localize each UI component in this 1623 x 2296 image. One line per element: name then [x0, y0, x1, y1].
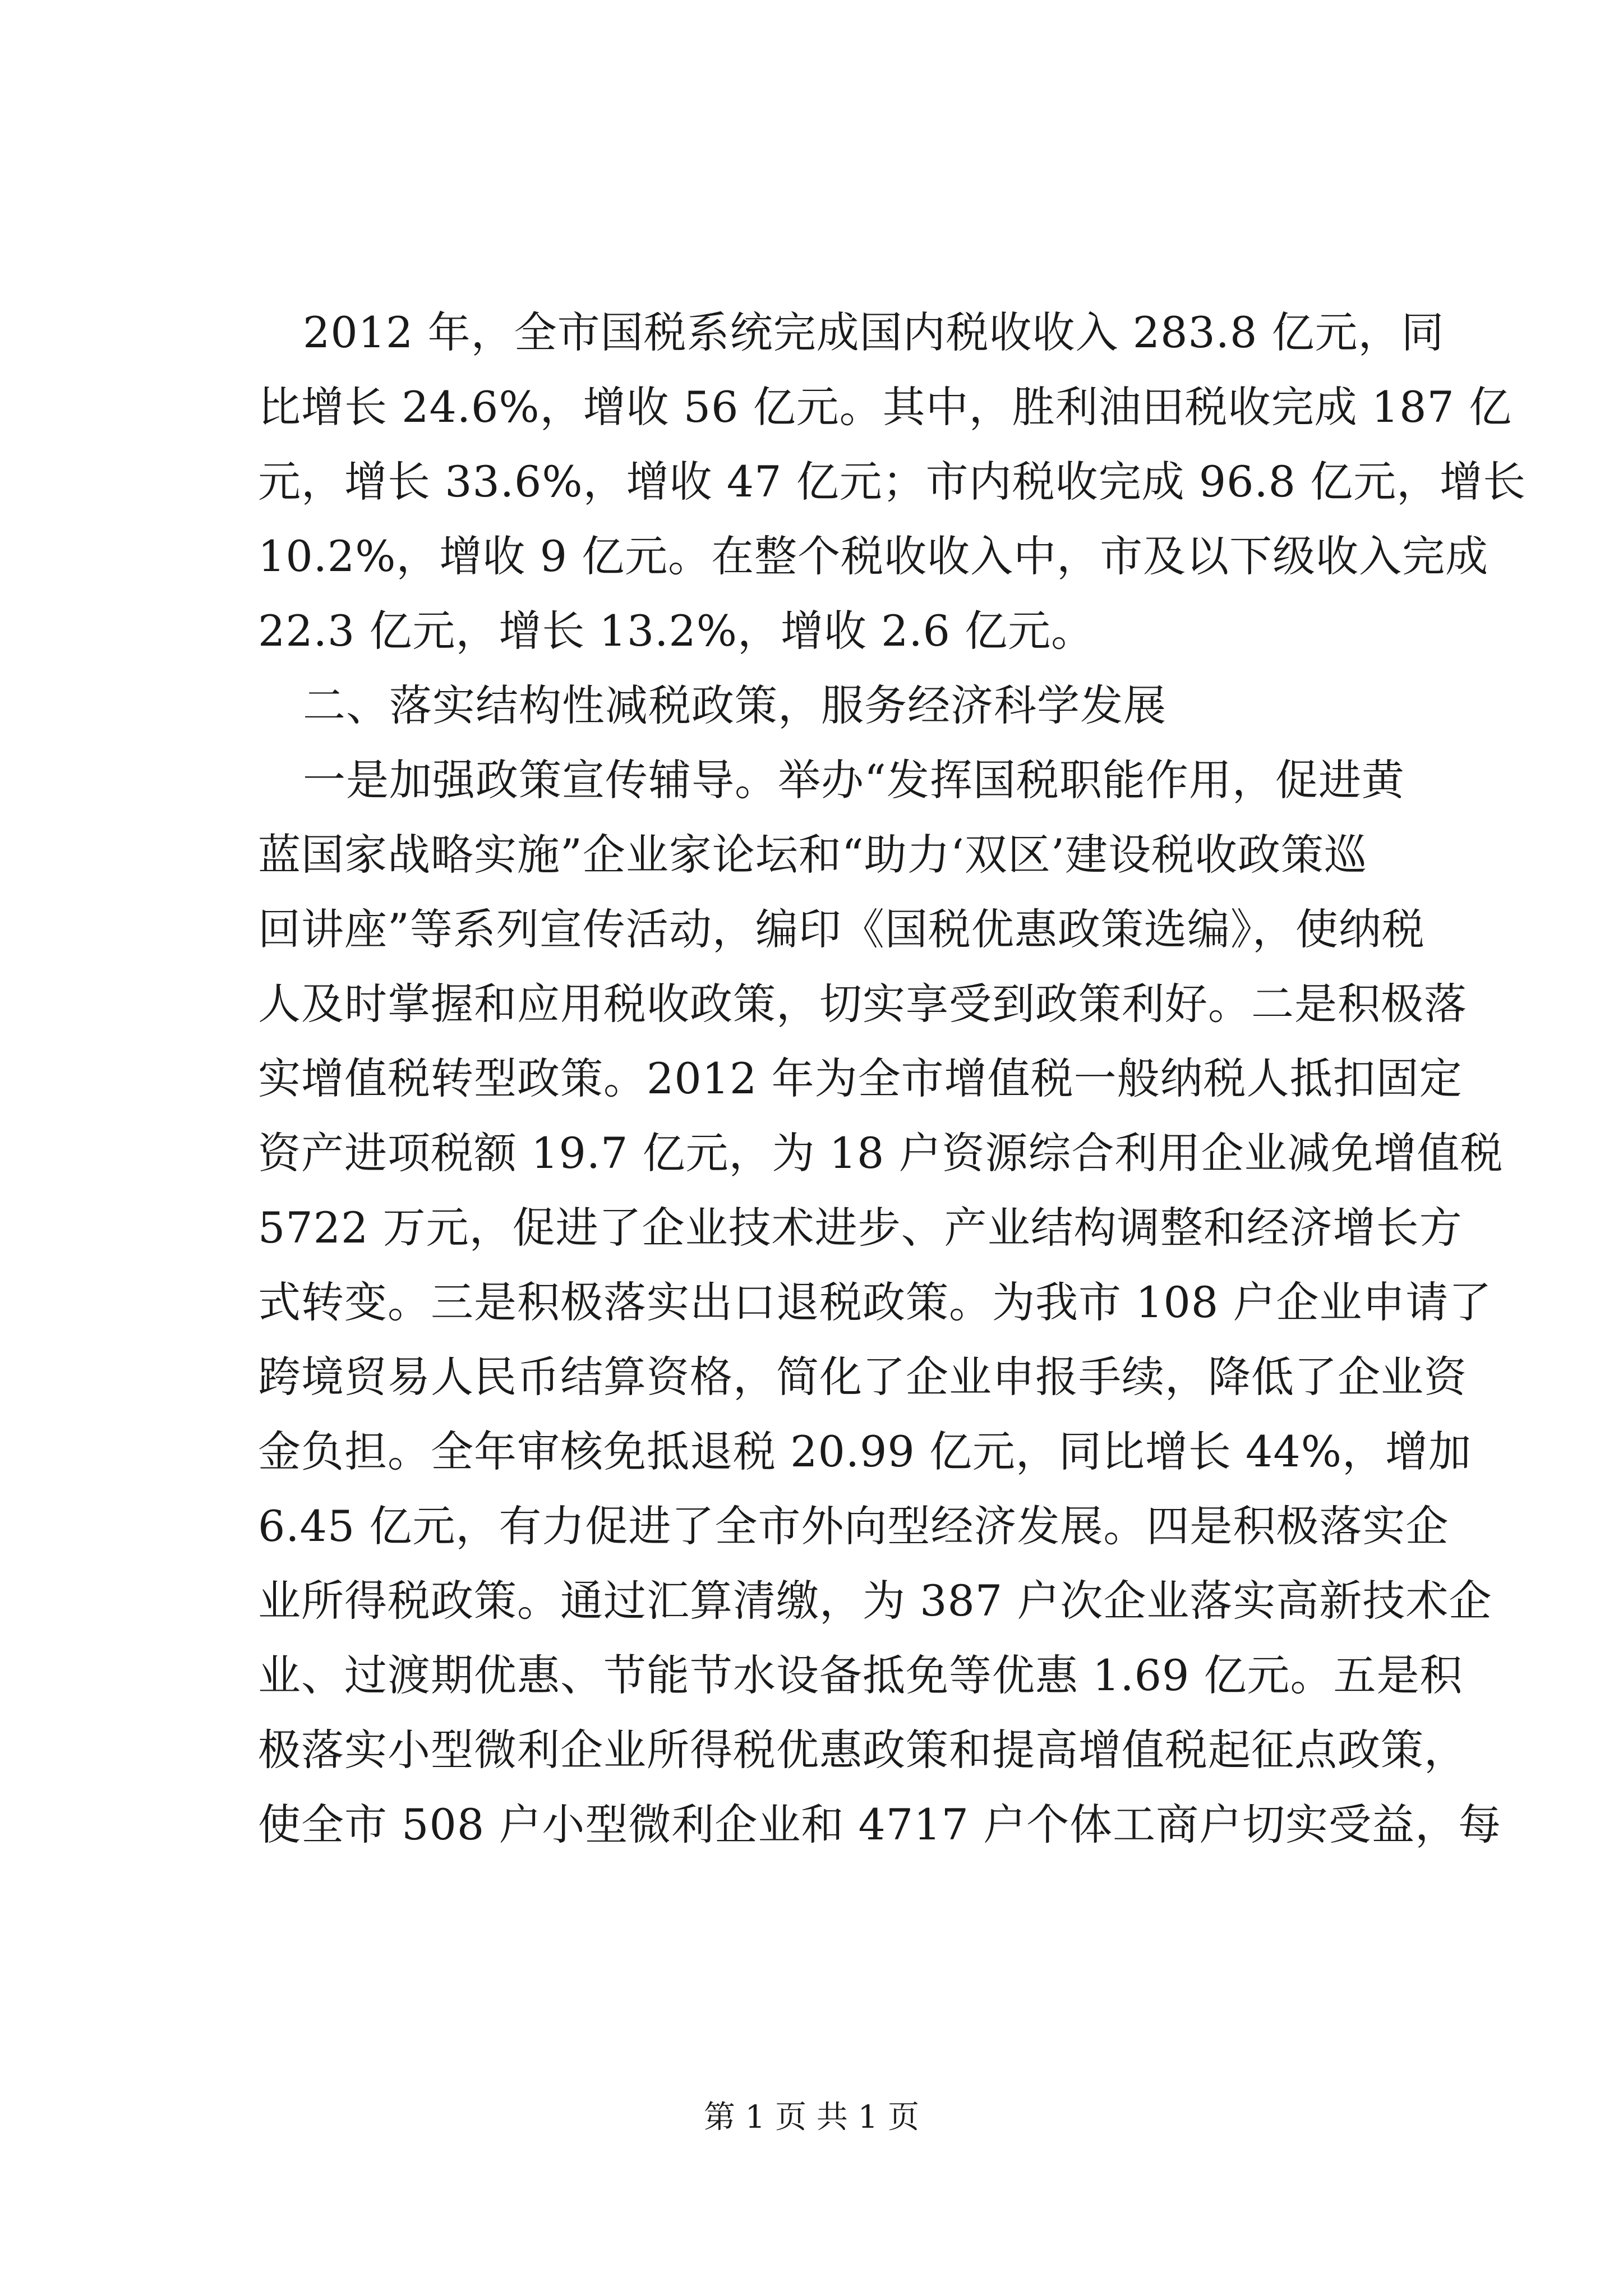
paragraph-line: 业所得税政策。通过汇算清缴，为 387 户次企业落实高新技术企 [258, 1576, 1492, 1626]
paragraph-line: 10.2%，增收 9 亿元。在整个税收收入中，市及以下级收入完成 [258, 531, 1489, 581]
paragraph-line: 回讲座”等系列宣传活动，编印《国税优惠政策选编》，使纳税 [258, 904, 1425, 954]
paragraph-line: 5722 万元，促进了企业技术进步、产业结构调整和经济增长方 [258, 1203, 1463, 1253]
paragraph-line: 金负担。全年审核免抵退税 20.99 亿元，同比增长 44%，增加 [258, 1427, 1472, 1476]
paragraph-line: 2012 年，全市国税系统完成国内税收收入 283.8 亿元，同 [303, 307, 1445, 357]
paragraph-line: 元，增长 33.6%，增收 47 亿元；市内税收完成 96.8 亿元，增长 [258, 457, 1527, 507]
paragraph-line: 资产进项税额 19.7 亿元，为 18 户资源综合利用企业减免增值税 [258, 1128, 1504, 1178]
paragraph-line: 实增值税转型政策。2012 年为全市增值税一般纳税人抵扣固定 [258, 1053, 1463, 1103]
paragraph-line: 22.3 亿元，增长 13.2%，增收 2.6 亿元。 [258, 606, 1095, 656]
paragraph-line: 比增长 24.6%，增收 56 亿元。其中，胜利油田税收完成 187 亿 [258, 382, 1512, 432]
paragraph-line: 式转变。三是积极落实出口退税政策。为我市 108 户企业申请了 [258, 1277, 1492, 1327]
paragraph-line: 业、过渡期优惠、节能节水设备抵免等优惠 1.69 亿元。五是积 [258, 1650, 1463, 1700]
paragraph-line: 极落实小型微利企业所得税优惠政策和提高增值税起征点政策， [258, 1725, 1467, 1775]
section-heading: 二、落实结构性减税政策，服务经济科学发展 [303, 680, 1166, 730]
page-number-footer: 第 1 页 共 1 页 [703, 2099, 920, 2136]
paragraph-line: 人及时掌握和应用税收政策，切实享受到政策利好。二是积极落 [258, 979, 1467, 1029]
paragraph-line: 蓝国家战略实施”企业家论坛和“助力‘双区’建设税收政策巡 [258, 830, 1368, 880]
paragraph-line: 跨境贸易人民币结算资格，简化了企业申报手续，降低了企业资 [258, 1352, 1467, 1402]
paragraph-line: 一是加强政策宣传辅导。举办“发挥国税职能作用，促进黄 [303, 755, 1405, 805]
paragraph-line: 6.45 亿元，有力促进了全市外向型经济发展。四是积极落实企 [258, 1501, 1449, 1551]
paragraph-line: 使全市 508 户小型微利企业和 4717 户个体工商户切实受益，每 [258, 1800, 1502, 1849]
